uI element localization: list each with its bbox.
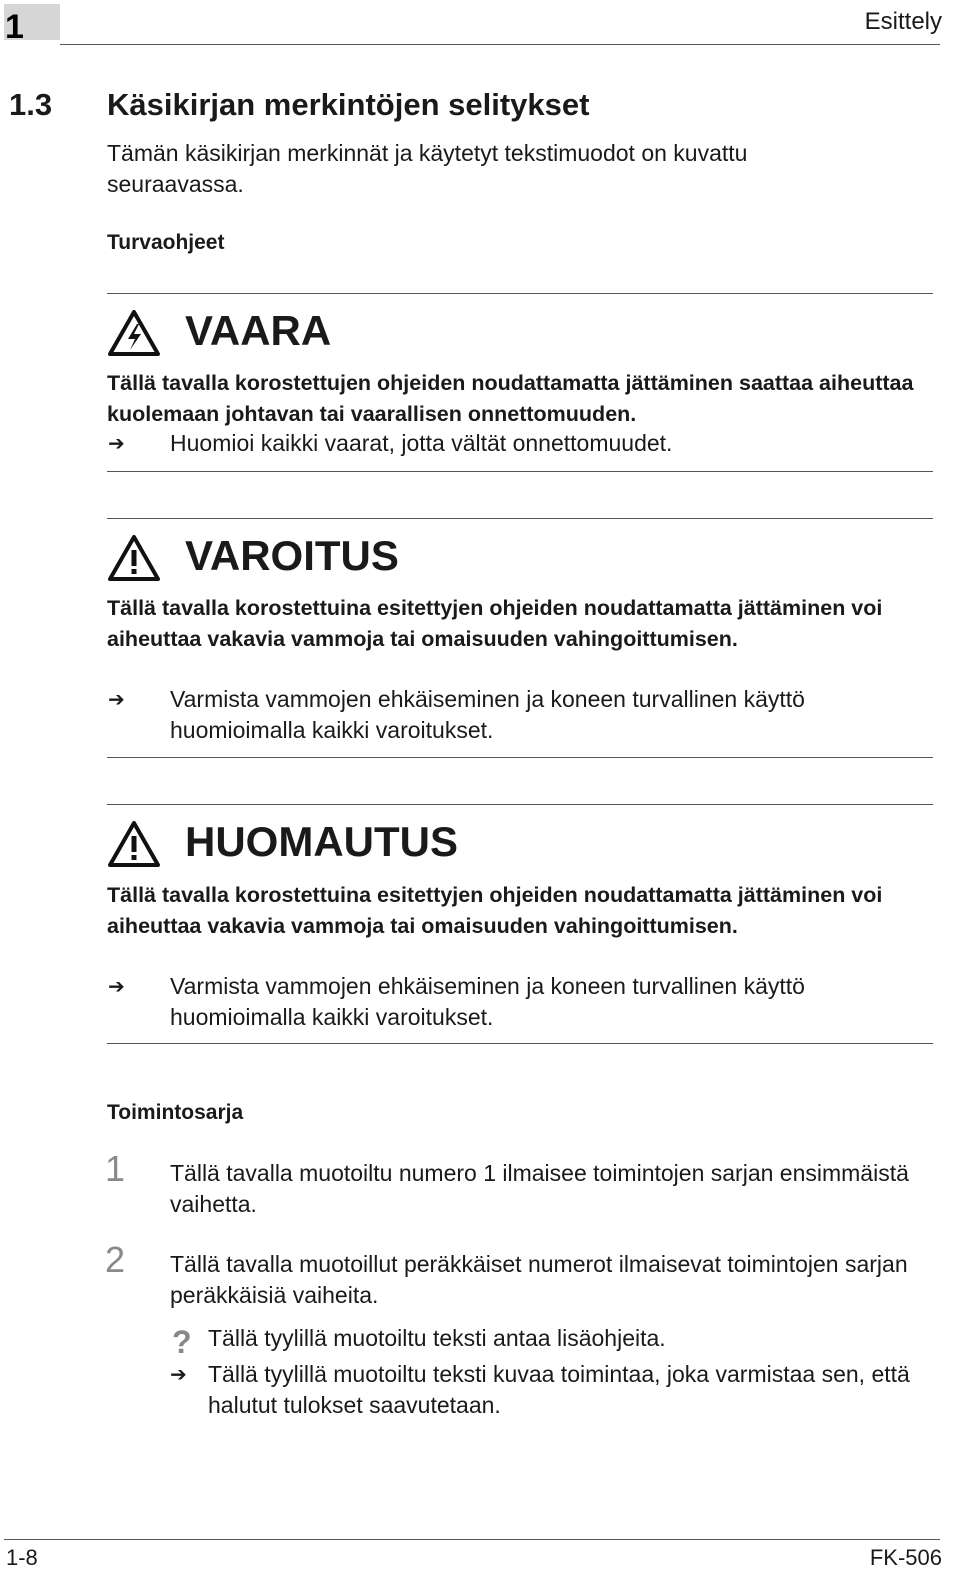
- danger-title: VAARA: [185, 307, 332, 354]
- question-mark-icon: [170, 1326, 196, 1356]
- danger-bottom-rule: [107, 471, 933, 472]
- warning-triangle-icon: [107, 820, 161, 868]
- warning-hint: Varmista vammojen ehkäiseminen ja koneen turvallinen käyttö huomioimalla kaikki varoitukset.: [170, 686, 805, 743]
- danger-hint: Huomioi kaikki vaarat, jotta vältät onnettomuudet.: [170, 430, 673, 456]
- chapter-number: 1: [5, 8, 24, 46]
- safety-heading: Turvaohjeet: [107, 231, 225, 254]
- arrow-right-icon: ➔: [108, 976, 125, 998]
- svg-text:?: ?: [172, 1326, 192, 1356]
- caution-title: HUOMAUTUS: [185, 818, 458, 865]
- header-title: Esittely: [864, 8, 942, 35]
- warning-top-rule: [107, 518, 933, 519]
- step-number: 1: [105, 1148, 126, 1189]
- arrow-right-icon: ➔: [108, 689, 125, 711]
- warning-bottom-rule: [107, 757, 933, 758]
- danger-text: Tällä tavalla korostettujen ohjeiden noudattamatta jättäminen saattaa aiheuttaa kuolemaan johtavan tai vaarallisen onnettomuuden.: [107, 371, 914, 426]
- caution-hint: Varmista vammojen ehkäiseminen ja koneen turvallinen käyttö huomioimalla kaikki varoitukset.: [170, 973, 805, 1030]
- arrow-right-icon: ➔: [108, 433, 125, 455]
- section-number: 1.3: [9, 87, 53, 122]
- footer-divider: [4, 1539, 940, 1540]
- caution-text: Tällä tavalla korostettuina esitettyjen ohjeiden noudattamatta jättäminen voi aiheuttaa vakavia vammoja tai omaisuuden vahingoittumisen.: [107, 883, 883, 938]
- procedure-heading: Toimintosarja: [107, 1101, 244, 1124]
- section-intro: Tämän käsikirjan merkinnät ja käytetyt tekstimuodot on kuvattu seuraavassa.: [107, 140, 748, 197]
- step-number: 2: [105, 1239, 126, 1280]
- electric-hazard-icon: [107, 309, 161, 357]
- warning-text: Tällä tavalla korostettuina esitettyjen ohjeiden noudattamatta jättäminen voi aiheuttaa vakavia vammoja tai omaisuuden vahingoittumisen.: [107, 596, 883, 651]
- section-title: Käsikirjan merkintöjen selitykset: [107, 87, 590, 122]
- step-text: Tällä tavalla muotoiltu numero 1 ilmaisee toimintojen sarjan ensimmäistä vaihetta.: [170, 1160, 909, 1217]
- note-text: Tällä tyylillä muotoiltu teksti antaa lisäohjeita.: [208, 1325, 666, 1351]
- page-number: 1-8: [6, 1545, 38, 1570]
- danger-top-rule: [107, 293, 933, 294]
- header-divider: [60, 44, 940, 45]
- arrow-right-icon: ➔: [170, 1364, 187, 1386]
- warning-triangle-icon: [107, 534, 161, 582]
- step-text: Tällä tavalla muotoillut peräkkäiset numerot ilmaisevat toimintojen sarjan peräkkäisiä vaiheita.: [170, 1251, 908, 1308]
- caution-top-rule: [107, 804, 933, 805]
- result-text: Tällä tyylillä muotoiltu teksti kuvaa toimintaa, joka varmistaa sen, että halutut tulokset saavutetaan.: [208, 1361, 910, 1418]
- warning-title: VAROITUS: [185, 532, 399, 579]
- product-name: FK-506: [869, 1545, 942, 1570]
- caution-bottom-rule: [107, 1043, 933, 1044]
